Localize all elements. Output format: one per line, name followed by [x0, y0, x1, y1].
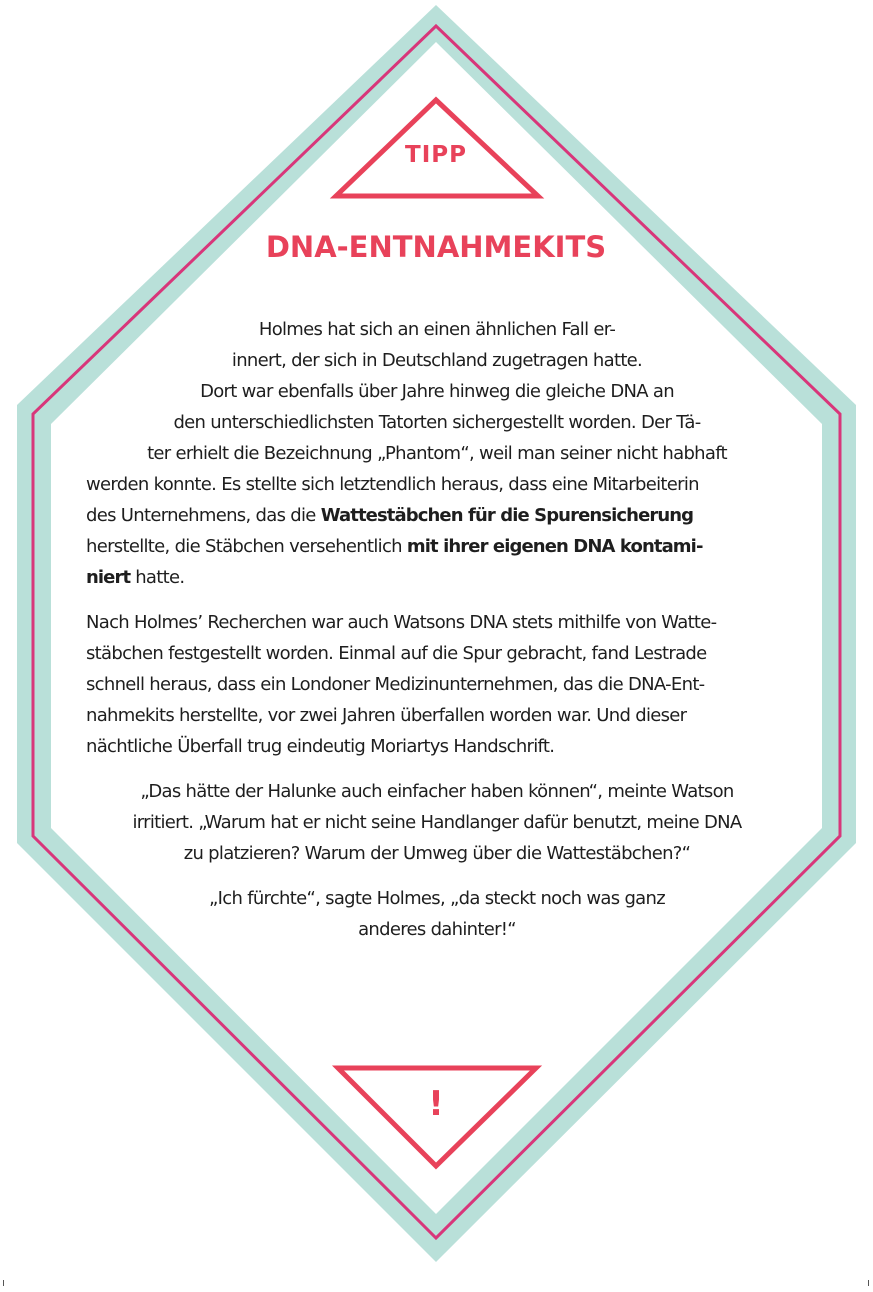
text-line: zu platzieren? Warum der Umweg über die Wattestäbchen?“: [183, 843, 691, 864]
text-line: anderes dahinter!“: [358, 919, 516, 940]
text-span: des Unternehmens, das die: [86, 505, 321, 526]
text-line: Dort war ebenfalls über Jahre hinweg die gleiche DNA an: [200, 381, 674, 402]
text-line: [86, 535, 703, 559]
tipp-badge-label: TIPP: [405, 142, 467, 168]
text-line: nahmekits herstellte, vor zwei Jahren überfallen worden war. Und dieser: [86, 705, 687, 726]
text-span: herstellte, die Stäbchen versehentlich: [86, 536, 407, 557]
text-line: Holmes hat sich an einen ähnlichen Fall er-: [258, 319, 616, 340]
card-title: DNA-ENTNAHMEKITS: [265, 230, 607, 264]
text-line: Nach Holmes’ Recherchen war auch Watsons DNA stets mithilfe von Watte-: [86, 612, 717, 633]
text-line: werden konnte. Es stellte sich letztendlich heraus, dass eine Mitarbeiterin: [86, 474, 699, 495]
text-line: „Das hätte der Halunke auch einfacher haben können“, meinte Watson: [140, 781, 734, 802]
text-span: hatte.: [130, 567, 185, 588]
text-line: ter erhielt die Bezeichnung „Phantom“, weil man seiner nicht habhaft: [147, 443, 727, 464]
text-line: [86, 566, 184, 590]
text-line: nächtliche Überfall trug eindeutig Moriartys Handschrift.: [86, 736, 555, 757]
text-line: innert, der sich in Deutschland zugetragen hatte.: [231, 350, 643, 371]
exclamation-icon: !: [428, 1084, 444, 1124]
text-line: stäbchen festgestellt worden. Einmal auf die Spur gebracht, fand Lestrade: [86, 643, 707, 664]
bold-text: Wattestäbchen für die Spurensicherung: [320, 505, 694, 526]
crop-mark: [868, 1280, 869, 1286]
text-line: den unterschiedlichsten Tatorten sichergestellt worden. Der Tä-: [173, 412, 701, 433]
text-line: „Ich fürchte“, sagte Holmes, „da steckt noch was ganz: [209, 888, 665, 909]
bold-text: niert: [86, 567, 131, 588]
text-line: irritiert. „Warum hat er nicht seine Handlanger dafür benutzt, meine DNA: [132, 812, 742, 833]
text-line: schnell heraus, dass ein Londoner Medizinunternehmen, das die DNA-Ent-: [86, 674, 705, 695]
bold-text: mit ihrer eigenen DNA kontami-: [406, 536, 703, 557]
text-line: [86, 504, 693, 528]
crop-mark: [3, 1280, 4, 1286]
